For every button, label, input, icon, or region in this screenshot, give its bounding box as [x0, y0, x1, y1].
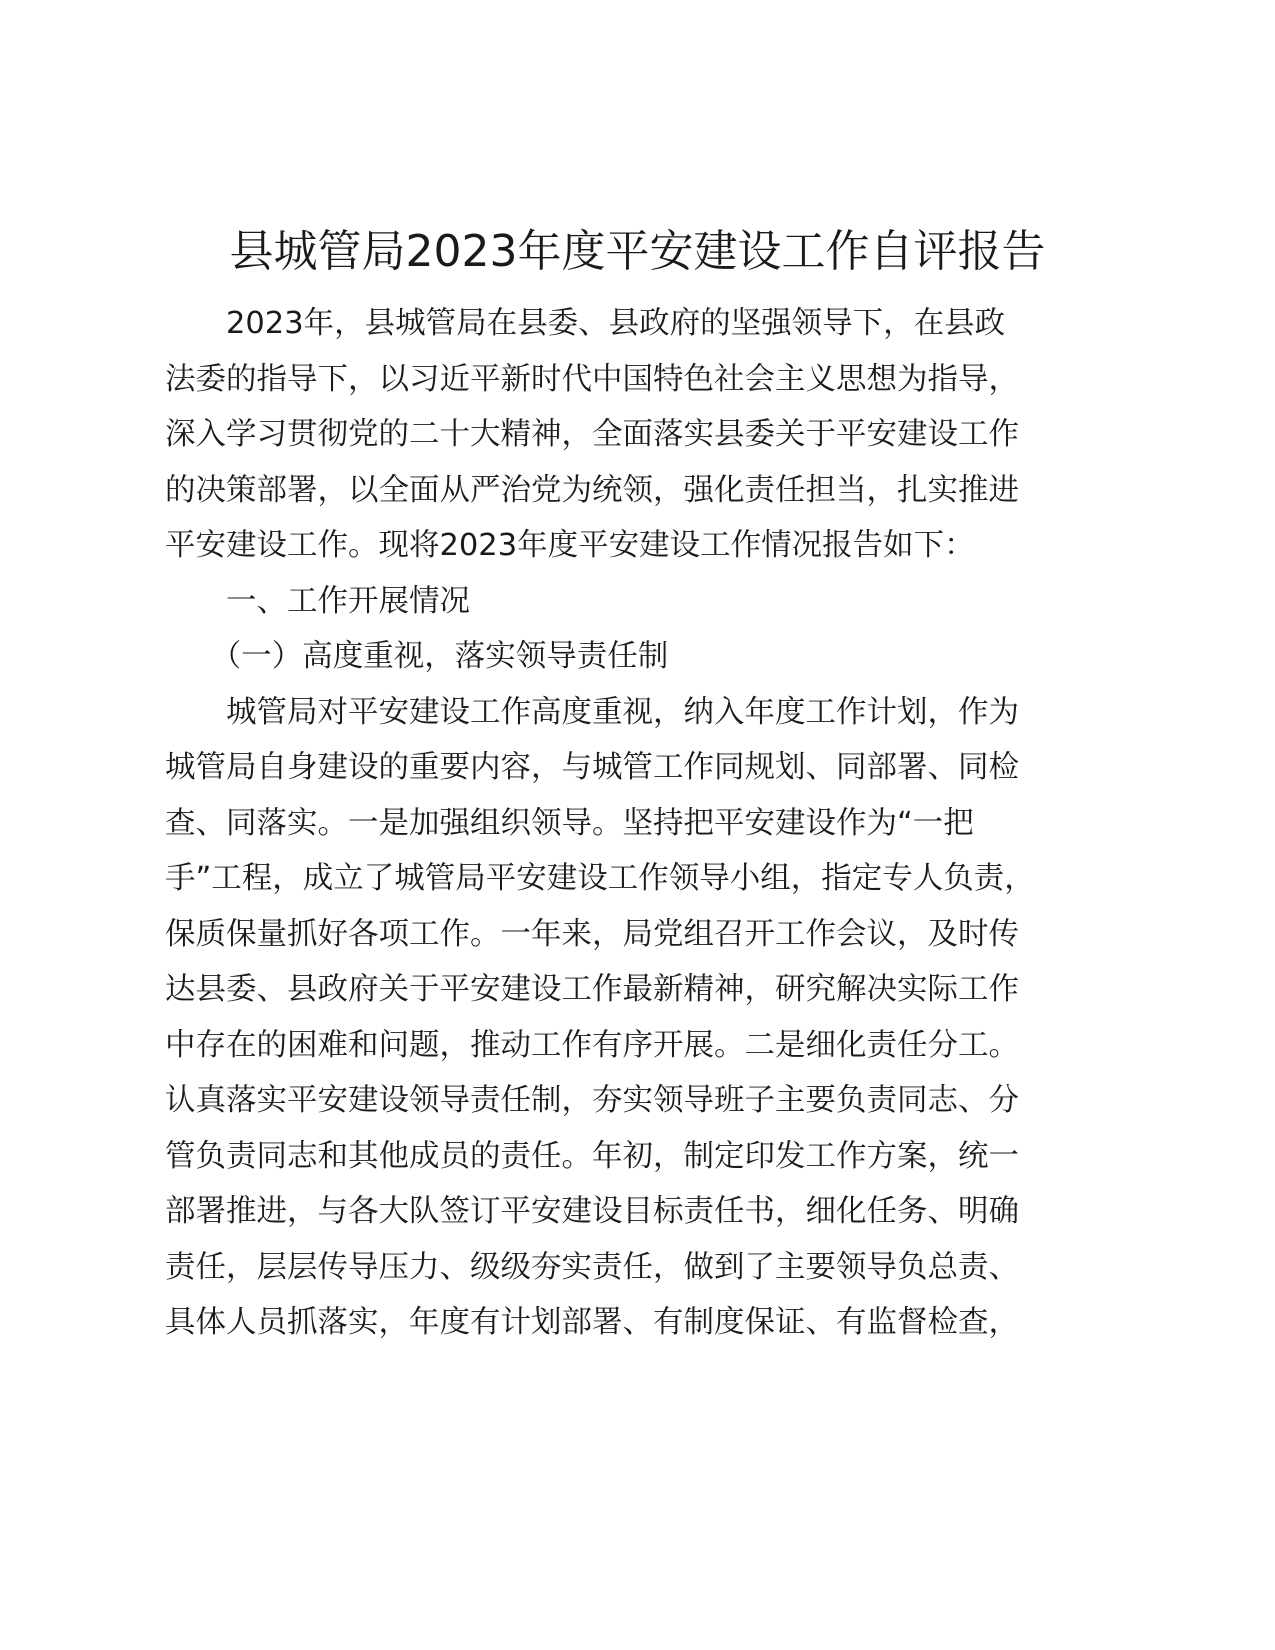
text-line: 责任，层层传导压力、级级夯实责任，做到了主要领导负总责、	[165, 1250, 1019, 1285]
section-heading: 一、工作开展情况	[165, 584, 470, 619]
text-line: 2023年，县城管局在县委、县政府的坚强领导下，在县政	[165, 306, 1006, 341]
text-line: 的决策部署，以全面从严治党为统领，强化责任担当，扎实推进	[165, 473, 1019, 508]
text-line: 具体人员抓落实，年度有计划部署、有制度保证、有监督检查，	[165, 1305, 1019, 1340]
text-line: 平安建设工作。现将2023年度平安建设工作情况报告如下：	[165, 528, 975, 563]
text-line: 认真落实平安建设领导责任制，夯实领导班子主要负责同志、分	[165, 1083, 1019, 1118]
text-line: 达县委、县政府关于平安建设工作最新精神，研究解决实际工作	[165, 972, 1019, 1007]
text-line: 深入学习贯彻党的二十大精神，全面落实县委关于平安建设工作	[165, 417, 1019, 452]
text-line: 查、同落实。一是加强组织领导。坚持把平安建设作为“一把	[165, 806, 974, 841]
text-line: 城管局对平安建设工作高度重视，纳入年度工作计划，作为	[165, 695, 1019, 730]
subsection-heading: （一）高度重视，落实领导责任制	[165, 639, 669, 674]
text-line: 法委的指导下，以习近平新时代中国特色社会主义思想为指导，	[165, 362, 1019, 397]
text-line: 手”工程，成立了城管局平安建设工作领导小组，指定专人负责，	[165, 861, 1035, 896]
text-line: 城管局自身建设的重要内容，与城管工作同规划、同部署、同检	[165, 750, 1019, 785]
text-line: 保质保量抓好各项工作。一年来，局党组召开工作会议，及时传	[165, 917, 1019, 952]
text-line: 中存在的困难和问题，推动工作有序开展。二是细化责任分工。	[165, 1028, 1019, 1063]
text-line: 管负责同志和其他成员的责任。年初，制定印发工作方案，统一	[165, 1139, 1019, 1174]
document-title: 县城管局2023年度平安建设工作自评报告	[229, 226, 1046, 277]
text-line: 部署推进，与各大队签订平安建设目标责任书，细化任务、明确	[165, 1194, 1019, 1229]
